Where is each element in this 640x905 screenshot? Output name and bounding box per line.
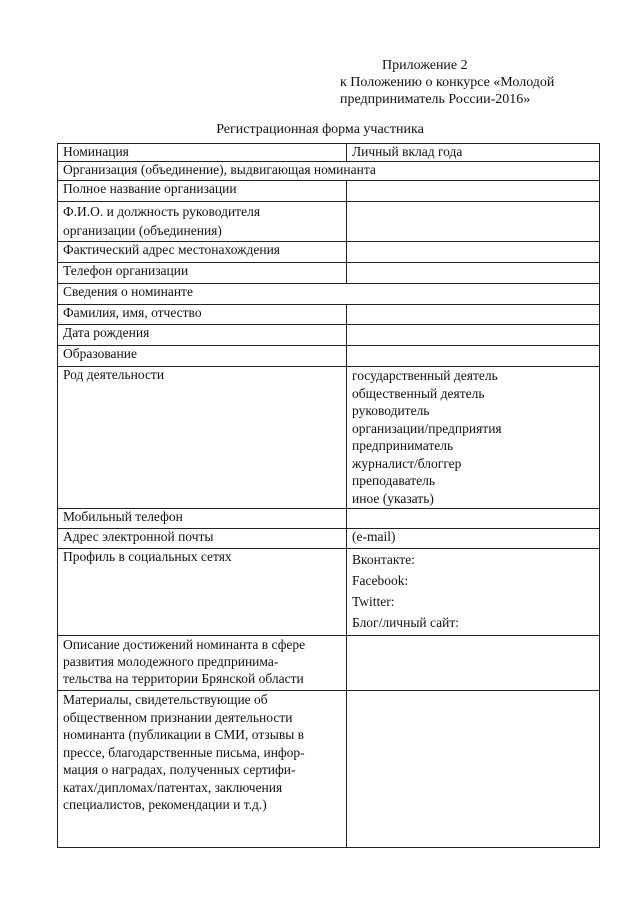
row-email: [58, 529, 600, 549]
mobile-field[interactable]: [347, 509, 600, 529]
achievements-label-line: тельства на территории Брянской области: [63, 671, 304, 686]
email-field[interactable]: (e-mail): [347, 529, 600, 549]
appendix-number: Приложение 2: [382, 58, 468, 73]
materials-label-line: Материалы, свидетельствующие об: [63, 692, 268, 707]
achievements-label: [58, 636, 347, 691]
nomination-label: Номинация: [58, 144, 347, 162]
social-options: [347, 549, 600, 636]
materials-label-line: общественном признании деятельности: [63, 709, 293, 725]
materials-label-line: катах/дипломах/патентах, заключения: [63, 779, 283, 795]
org-phone-field[interactable]: [347, 263, 600, 284]
org-section-heading: Организация (объединение), выдвигающая номинанта: [58, 162, 600, 181]
row-org-full-name: [58, 181, 600, 202]
full-name-label: Фамилия, имя, отчество: [58, 305, 347, 325]
achievements-field[interactable]: [347, 636, 600, 691]
row-org-section: [58, 162, 600, 181]
education-label: Образование: [58, 346, 347, 367]
materials-label-line: специалистов, рекомендации и т.д.): [63, 797, 267, 812]
org-full-name-field[interactable]: [347, 181, 600, 202]
occupation-option[interactable]: иное (указать): [352, 490, 434, 506]
row-org-phone: [58, 263, 600, 284]
social-vk-field[interactable]: Вконтакте:: [352, 552, 415, 567]
head-name-label-line1: Ф.И.О. и должность руководителя: [63, 204, 261, 219]
social-label: Профиль в социальных сетях: [58, 549, 347, 636]
materials-label-line: прессе, благодарственные письма, инфор-: [63, 744, 305, 760]
materials-label-line: номинанта (публикации в СМИ, отзывы в: [63, 727, 305, 742]
row-head-name: [58, 202, 600, 242]
row-social: [58, 549, 600, 636]
address-label: Фактический адрес местонахождения: [58, 242, 347, 263]
row-address: [58, 242, 600, 263]
materials-field[interactable]: [347, 691, 600, 848]
materials-label: [58, 691, 347, 848]
occupation-option[interactable]: руководитель: [352, 403, 430, 418]
social-blog-field[interactable]: Блог/личный сайт:: [352, 615, 460, 630]
org-phone-label: Телефон организации: [58, 263, 347, 284]
head-name-field[interactable]: [347, 202, 600, 242]
row-materials: [58, 691, 600, 848]
occupation-label: Род деятельности: [58, 367, 347, 509]
row-nominee-section: [58, 284, 600, 305]
form-title: Регистрационная форма участника: [216, 122, 424, 137]
social-twitter-field[interactable]: Twitter:: [352, 594, 395, 609]
nominee-section-heading: Сведения о номинанте: [58, 284, 600, 305]
row-full-name: [58, 305, 600, 325]
address-field[interactable]: [347, 242, 600, 263]
achievements-label-line: Описание достижений номинанта в сфере: [63, 637, 306, 652]
org-full-name-label: Полное название организации: [58, 181, 347, 202]
registration-form-table: [57, 143, 600, 848]
row-education: [58, 346, 600, 367]
education-field[interactable]: [347, 346, 600, 367]
email-label: Адрес электронной почты: [58, 529, 347, 549]
birth-date-field[interactable]: [347, 325, 600, 346]
row-achievements: [58, 636, 600, 691]
birth-date-label: Дата рождения: [58, 325, 347, 346]
row-mobile: [58, 509, 600, 529]
appendix-header: [340, 57, 630, 108]
row-birth-date: [58, 325, 600, 346]
social-facebook-field[interactable]: Facebook:: [352, 573, 409, 588]
head-name-label: [58, 202, 347, 242]
occupation-options: [347, 367, 600, 509]
full-name-field[interactable]: [347, 305, 600, 325]
occupation-option[interactable]: предприниматель: [352, 438, 454, 453]
occupation-option[interactable]: преподаватель: [352, 473, 436, 488]
mobile-label: Мобильный телефон: [58, 509, 347, 529]
row-occupation: [58, 367, 600, 509]
occupation-option[interactable]: организации/предприятия: [352, 420, 502, 436]
occupation-option[interactable]: журналист/блоггер: [352, 455, 462, 471]
appendix-reference-line1: к Положению о конкурсе «Молодой: [340, 75, 555, 90]
achievements-label-line: развития молодежного предпринима-: [63, 654, 279, 669]
appendix-reference-line2: предприниматель России-2016»: [340, 92, 531, 107]
occupation-option[interactable]: общественный деятель: [352, 385, 485, 401]
materials-label-line: мация о наградах, полученных сертифи-: [63, 762, 296, 777]
row-nomination: [58, 144, 600, 162]
nomination-value[interactable]: Личный вклад года: [347, 144, 600, 162]
head-name-label-line2: организации (объединения): [63, 223, 222, 238]
occupation-option[interactable]: государственный деятель: [352, 368, 498, 383]
